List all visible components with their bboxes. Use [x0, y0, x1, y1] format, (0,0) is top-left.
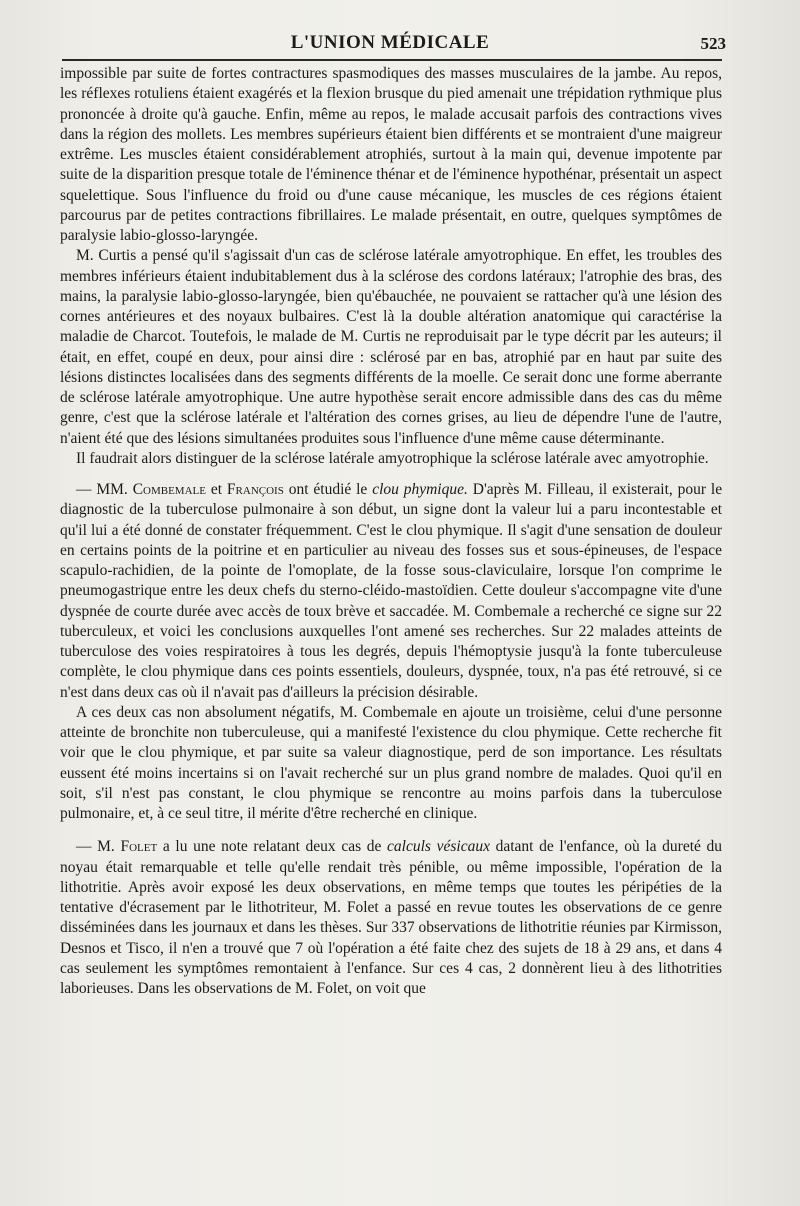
- p4-lead: — MM.: [76, 481, 128, 498]
- author-name-combemale: Combemale: [132, 481, 206, 498]
- header-rule: [62, 59, 722, 61]
- p6-rest: datant de l'enfance, où la dureté du noyau était remarquable et telle qu'elle rendait très pénible, ou même impossible, l'opération de la lithotritie. Après avoir exposé les deux observations, en même temps que toutes les péripéties de la tentative d'écrasement par le lithotriteur, M. Folet a passé en revue toutes les observations de ce genre disséminées dans les journaux et dans les thèses. Sur 337 observations de lithotritie réunies par Kirmisson, Desnos et Tisco, il n'en a trouvé que 7 où l'opération a été faite chez des sujets de 18 à 29 ans, et dans 4 cas seulement les symptômes remontaient à l'enfance. Sur ces 4 cas, 2 donnèrent lieu à des lithotrities laborieuses. Dans les observations de M. Folet, on voit que: [60, 838, 723, 997]
- topic-clou-phymique: clou phymique.: [372, 481, 468, 498]
- p4-before-italic: ont étudié le: [288, 481, 368, 498]
- paragraph-3: Il faudrait alors distinguer de la sclérose latérale amyotrophique la sclérose latérale avec amyotrophie.: [76, 449, 709, 467]
- p6-before-italic: a lu une note relatant deux cas de: [162, 838, 382, 856]
- page-number: 523: [700, 34, 726, 53]
- p4-rest: D'après M. Filleau, il existerait, pour le diagnostic de la tuberculose pulmonaire à son début, un signe dont la valeur lui a paru incontestable et qu'il lui a été donné de constater fréquemment. C'est le clou phymique. Il s'agit d'une sensation de douleur en certains points de la poitrine et en particulier au niveau des fosses sus et sous-épineuses, de l'espace scapulo-rachidien, de la pointe de l'omoplate, de la fosse sous-claviculaire, lorsque l'on comprime le pneumogastrique entre les deux chefs du sterno-cléido-mastoïdien. Cette douleur s'accompagne vite d'une dyspnée de courte durée avec accès de toux brève et saccadée. M. Combemale a recherché ce signe sur 22 tuberculeux, et voici les conclusions auxquelles l'ont amené ses recherches. Sur 22 malades atteints de tuberculose des voies respiratoires à tous les degrés, depuis l'hémoptysie jusqu'à la fonte tuberculeuse complète, le clou phymique dans ces points essentiels, douleurs, dyspnée, toux, n'a pas été retrouvé, si ce n'est dans deux cas où il n'avait pas d'ailleurs la précision désirable.: [60, 481, 723, 701]
- author-name-folet: Folet: [120, 838, 158, 856]
- p4-mid: et: [210, 481, 223, 498]
- running-header: [60, 32, 726, 60]
- paragraph-1: impossible par suite de fortes contractures spasmodiques des masses musculaires de la jambe. Au repos, les réflexes rotuliens étaient exagérés et la flexion brusque du pied amenait une trépidation rythmique plus prononcée à droite qu'à gauche. Enfin, même au repos, le malade accusait parfois des contractions vives dans la région des mollets. Les membres supérieurs étaient bien différents et se montraient d'une maigreur extrême. Les muscles étaient considérablement atrophiés, surtout à la main qui, devenue impotente par suite de la disparition presque totale de l'éminence thénar et de l'éminence hypothénar, présentait un aspect squelettique. Sous l'influence du froid ou d'une cause mécanique, les muscles de ces régions étaient parcourus par de petites contractions fibrillaires. Le malade présentait, en outre, quelques symptômes de paralysie labio-glosso-laryngée.: [60, 65, 722, 244]
- paragraph-4: [60, 480, 722, 703]
- article-body: [60, 64, 722, 999]
- p6-lead: — M.: [76, 838, 115, 856]
- paragraph-5: A ces deux cas non absolument négatifs, M. Combemale en ajoute un troisième, celui d'une personne atteinte de bronchite non tuberculeuse, qui a manifesté l'existence du clou phymique. Cette recherche fit voir que le clou phymique, et par suite sa valeur diagnostique, perd de son importance. Les résultats eussent été moins incertains si on l'avait recherché sur un plus grand nombre de malades. Quoi qu'il en soit, s'il n'est pas constant, le clou phymique se rencontre au moins parfois dans la tuberculose pulmonaire, et, à ce seul titre, il mérite d'être recherché en clinique.: [60, 703, 722, 822]
- topic-calculs-vesicaux: calculs vésicaux: [387, 838, 490, 856]
- author-name-francois: François: [226, 481, 284, 498]
- paragraph-6: [60, 837, 722, 999]
- journal-title: L'UNION MÉDICALE: [290, 32, 490, 53]
- paragraph-2: M. Curtis a pensé qu'il s'agissait d'un cas de sclérose latérale amyotrophique. En effet, les troubles des membres inférieurs étaient indubitablement dus à la sclérose des cordons latéraux; l'atrophie des bras, des mains, la paralysie labio-glosso-laryngée, bien qu'ébauchée, ne pouvaient se rattacher qu'à une lésion des cornes antérieures et des noyaux bulbaires. C'est là la double altération anatomique qui caractérise la maladie de Charcot. Toutefois, le malade de M. Curtis ne reproduisait par le type décrit par les auteurs; il était, en effet, coupé en deux, pour ainsi dire : sclérosé par en bas, atrophié par en haut par suite des lésions distinctes localisées dans des segments différents de la moelle. Ce serait donc une forme aberrante de sclérose latérale amyotrophique. Une autre hypothèse serait encore admissible dans des cas du même genre, c'est que la sclérose latérale et l'altération des cornes grises, au lieu de dépendre l'une de l'autre, n'aient été que des lésions simultanées produites sous l'influence d'une même cause déterminante.: [60, 247, 722, 447]
